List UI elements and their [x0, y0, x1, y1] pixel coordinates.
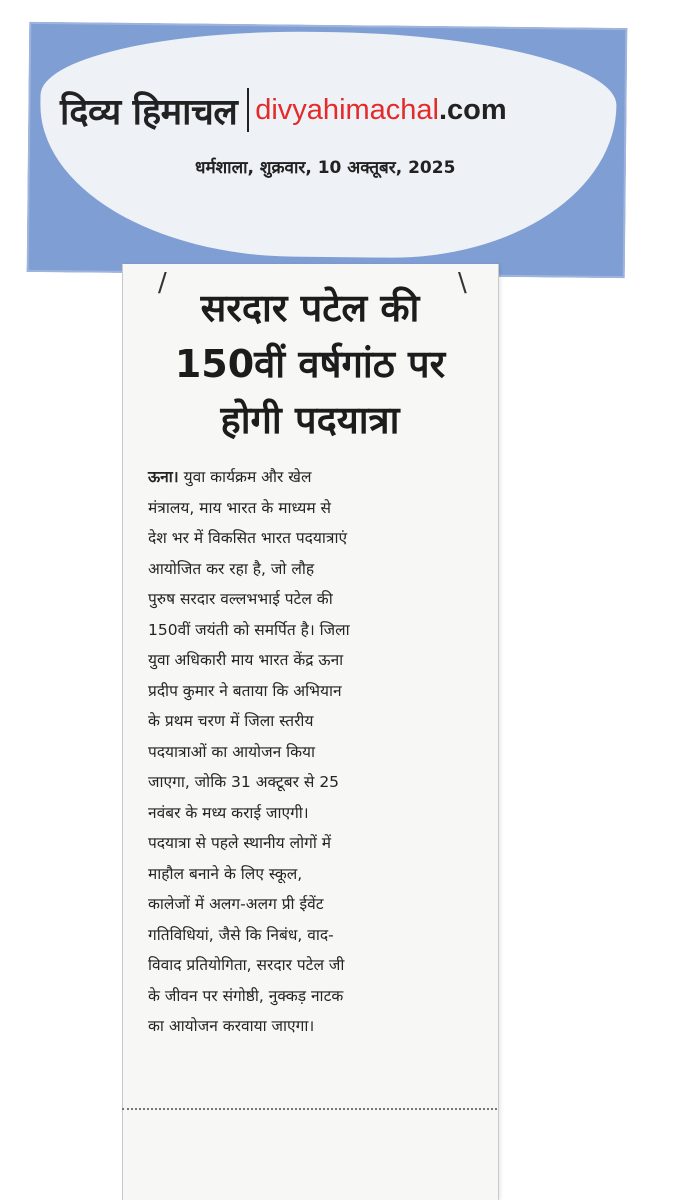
body-line: गतिविधियां, जैसे कि निबंध, वाद- [148, 925, 334, 944]
article-headline [150, 280, 470, 448]
body-line: पदयात्रा से पहले स्थानीय लोगों में [148, 834, 332, 852]
body-line [148, 462, 468, 493]
body-line: माहौल बनाने के लिए स्कूल, [148, 864, 303, 883]
masthead-divider [247, 88, 249, 132]
masthead [60, 80, 600, 140]
body-line: विवाद प्रतियोगिता, सरदार पटेल जी [148, 956, 345, 974]
body-line: मंत्रालय, माय भारत के माध्यम से [148, 498, 332, 517]
clipping-bottom-rule [122, 1108, 497, 1111]
clipping-corner-mark-left: / [158, 268, 167, 298]
headline-line: होगी पदयात्रा [220, 398, 400, 442]
headline-line: सरदार पटेल की [200, 286, 420, 330]
article-body [148, 462, 468, 1042]
website-name [255, 94, 506, 127]
clipping-corner-mark-right: \ [458, 268, 467, 298]
body-line: 150वीं जयंती को समर्पित है। जिला [148, 620, 350, 639]
body-line-text: युवा कार्यक्रम और खेल [178, 468, 312, 486]
body-line: युवा अधिकारी माय भारत केंद्र ऊना [148, 651, 344, 669]
body-line: के जीवन पर संगोष्ठी, नुक्कड़ नाटक [148, 986, 344, 1005]
headline-line: 150वीं वर्षगांठ पर [174, 342, 446, 386]
body-line: आयोजित कर रहा है, जो लौह [148, 559, 315, 578]
body-line: जाएगा, जोकि 31 अक्टूबर से 25 [148, 773, 340, 791]
body-line: पुरुष सरदार वल्लभभाई पटेल की [148, 590, 333, 608]
website-domain: divyahimachal [255, 93, 439, 126]
body-line: का आयोजन करवाया जाएगा। [148, 1017, 315, 1035]
body-line: पदयात्राओं का आयोजन किया [148, 742, 316, 761]
body-line: देश भर में विकसित भारत पदयात्राएं [148, 529, 348, 547]
newspaper-name: दिव्य हिमाचल [60, 91, 238, 133]
body-line: नवंबर के मध्य कराई जाएगी। [148, 803, 309, 822]
dateline: धर्मशाला, शुक्रवार, 10 अक्तूबर, 2025 [195, 158, 456, 178]
body-line: प्रदीप कुमार ने बताया कि अभियान [148, 681, 342, 700]
body-line: के प्रथम चरण में जिला स्तरीय [148, 712, 314, 730]
body-line: कालेजों में अलग-अलग प्री ईवेंट [148, 895, 324, 913]
article-location: ऊना। [148, 468, 179, 486]
website-tld: .com [439, 93, 507, 126]
